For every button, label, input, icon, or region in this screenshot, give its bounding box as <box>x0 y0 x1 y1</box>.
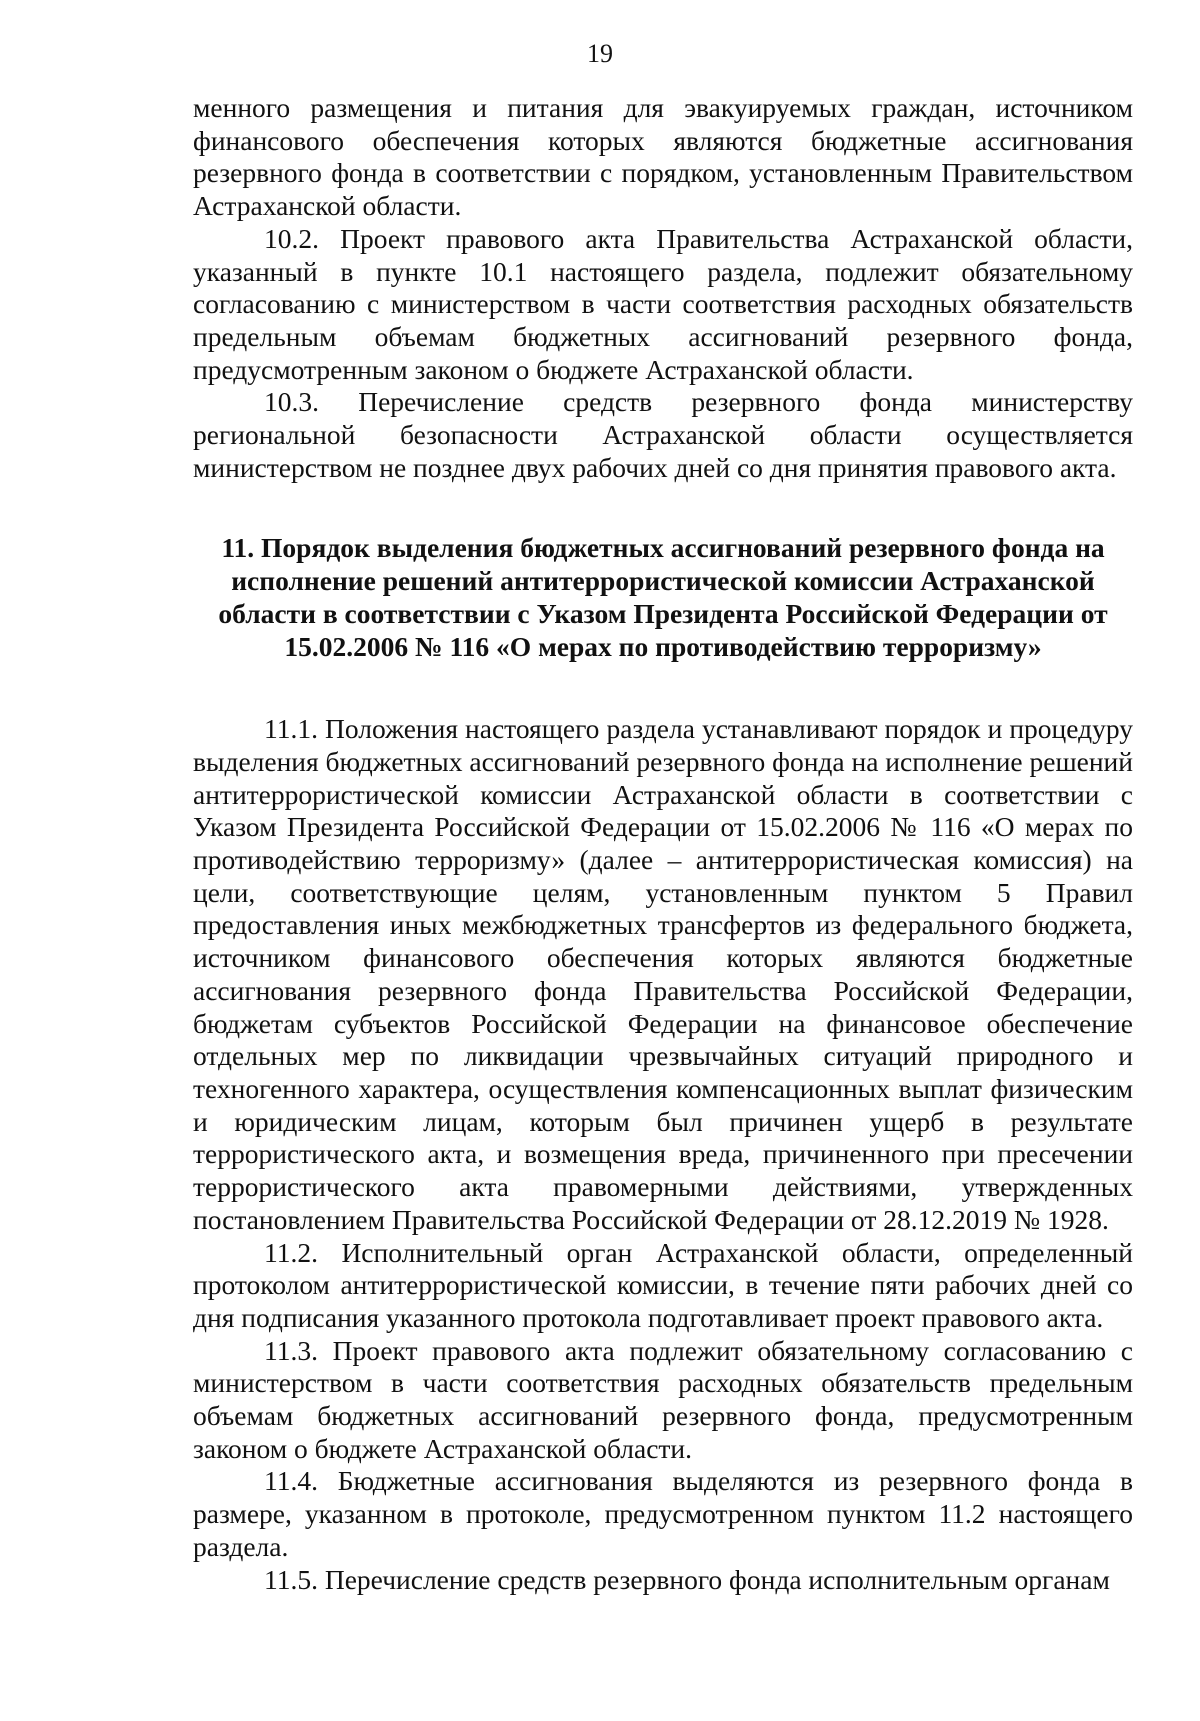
paragraph-11-5: 11.5. Перечисление средств резервного фонда исполнительным органам <box>264 1563 1110 1595</box>
section-title: 11. Порядок выделения бюджетных ассигнований резервного фонда на исполнение решений антитеррористической комиссии Астраханской области в соответствии с Указом Президента Российской Федерации от 15.02.2006 № 116 «О мерах по противодействию терроризму» <box>218 532 1108 662</box>
paragraph-11-2: 11.2. Исполнительный орган Астраханской области, определенный протоколом антитеррористической комиссии, в течение пяти рабочих дней со дня подписания указанного протокола подготавливает проект правового акта. <box>193 1236 1133 1333</box>
page-number: 19 <box>587 39 613 68</box>
paragraph-11-4: 11.4. Бюджетные ассигнования выделяются из резервного фонда в размере, указанном в протоколе, предусмотренном пунктом 11.2 настоящего раздела. <box>193 1465 1133 1562</box>
paragraph-continuation: менного размещения и питания для эвакуируемых граждан, источником финансового обеспечения которых являются бюджетные ассигнования резервного фонда в соответствии с порядком, установленным Правительством Астраханской области. <box>193 92 1133 222</box>
paragraph-10-3: 10.3. Перечисление средств резервного фонда министерству региональной безопасности Астраханской области осуществляется министерством не позднее двух рабочих дней со дня принятия правового акта. <box>193 386 1133 483</box>
paragraph-11-3: 11.3. Проект правового акта подлежит обязательному согласованию с министерством в части соответствия расходных обязательств предельным объемам бюджетных ассигнований резервного фонда, предусмотренным законом о бюджете Астраханской области. <box>193 1334 1133 1464</box>
paragraph-11-1: 11.1. Положения настоящего раздела устанавливают порядок и процедуру выделения бюджетных ассигнований резервного фонда на исполнение решений антитеррористической комиссии Астраханской области в соответствии с Указом Президента Российской Федерации от 15.02.2006 № 116 «О мерах по противодействию терроризму» (далее – антитеррористическая комиссия) на цели, соответствующие целям, установленным пунктом 5 Правил предоставления иных межбюджетных трансфертов из федерального бюджета, источником финансового обеспечения которых являются бюджетные ассигнования резервного фонда Правительства Российской Федерации, бюджетам субъектов Российской Федерации на финансовое обеспечение отдельных мер по ликвидации чрезвычайных ситуаций природного и техногенного характера, осуществления компенсационных выплат физическим и юридическим лицам, которым был причинен ущерб в результате террористического акта, и возмещения вреда, причиненного при пресечении террористического акта правомерными действиями, утвержденных постановлением Правительства Российской Федерации от 28.12.2019 № 1928. <box>193 713 1133 1235</box>
paragraph-10-2: 10.2. Проект правового акта Правительства Астраханской области, указанный в пункте 10.1 настоящего раздела, подлежит обязательному согласованию с министерством в части соответствия расходных обязательств предельным объемам бюджетных ассигнований резервного фонда, предусмотренным законом о бюджете Астраханской области. <box>193 222 1133 385</box>
document-body <box>193 92 1133 1596</box>
